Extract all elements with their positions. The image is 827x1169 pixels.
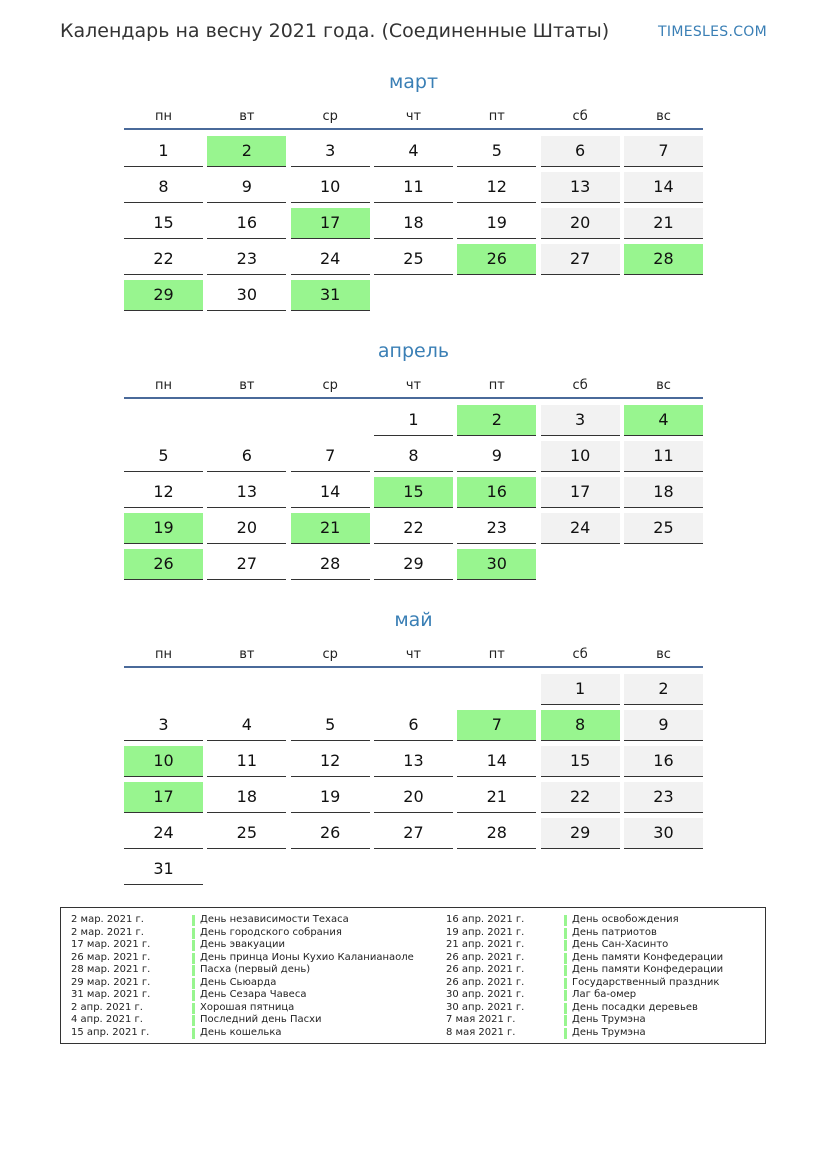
day-cell: 3	[124, 710, 203, 741]
day-cell: 11	[207, 746, 286, 777]
holiday-marker	[564, 990, 567, 1001]
day-cell: 28	[291, 549, 370, 580]
holiday-marker	[192, 990, 195, 1001]
day-cell: 23	[207, 244, 286, 275]
legend-column-right	[446, 914, 756, 1039]
holiday-marker	[564, 953, 567, 964]
day-cell: 20	[541, 208, 620, 239]
day-cell: 19	[457, 208, 536, 239]
weekday-label: ср	[322, 378, 338, 393]
holiday-date: 26 апр. 2021 г.	[446, 951, 525, 963]
holiday-name: Последний день Пасхи	[200, 1014, 322, 1025]
holiday-name: День посадки деревьев	[572, 1001, 698, 1013]
weekday-header	[124, 106, 703, 130]
holiday-date: 28 мар. 2021 г.	[71, 964, 151, 975]
weekday-label: сб	[572, 647, 588, 662]
holiday-name: День принца Ионы Кухио Каланианаоле	[200, 951, 414, 963]
day-cell: 13	[374, 746, 453, 777]
holiday-name: День Трумэна	[572, 1014, 646, 1025]
day-cell: 11	[374, 172, 453, 203]
day-cell: 16	[207, 208, 286, 239]
day-cell: 30	[624, 818, 703, 849]
weekday-header	[124, 375, 703, 399]
holiday-date: 26 апр. 2021 г.	[446, 964, 525, 975]
month-0	[124, 70, 703, 311]
day-cell: 30	[207, 280, 286, 311]
day-cell: 14	[291, 477, 370, 508]
legend-row	[71, 989, 431, 1002]
holiday-name: День Трумэна	[572, 1026, 646, 1038]
month-title: апрель	[377, 340, 450, 362]
day-cell: 4	[374, 136, 453, 167]
weekday-label: чт	[405, 378, 422, 393]
holiday-marker	[192, 953, 195, 964]
weekday-label: чт	[405, 109, 422, 124]
day-cell: 26	[291, 818, 370, 849]
day-cell: 10	[291, 172, 370, 203]
day-cell: 11	[624, 441, 703, 472]
day-cell: 3	[291, 136, 370, 167]
day-cell: 7	[457, 710, 536, 741]
day-cell: 27	[207, 549, 286, 580]
day-cell: 7	[624, 136, 703, 167]
day-grid	[124, 405, 703, 580]
legend-row	[71, 1002, 431, 1015]
day-cell: 7	[291, 441, 370, 472]
empty-cell	[291, 674, 370, 705]
day-cell: 8	[124, 172, 203, 203]
day-cell: 22	[541, 782, 620, 813]
day-cell: 2	[457, 405, 536, 436]
holiday-date: 31 мар. 2021 г.	[71, 989, 151, 1000]
day-cell: 9	[624, 710, 703, 741]
holiday-name: День памяти Конфедерации	[572, 964, 724, 975]
day-cell: 13	[207, 477, 286, 508]
holiday-date: 30 апр. 2021 г.	[446, 1001, 525, 1013]
day-cell: 25	[207, 818, 286, 849]
day-cell: 16	[457, 477, 536, 508]
weekday-label: вс	[656, 109, 671, 124]
holiday-date: 26 апр. 2021 г.	[446, 976, 525, 988]
empty-cell	[291, 405, 370, 436]
day-cell: 14	[457, 746, 536, 777]
day-cell: 23	[624, 782, 703, 813]
holiday-marker	[192, 1015, 195, 1026]
weekday-label: пт	[488, 378, 505, 393]
holiday-name: День освобождения	[572, 914, 679, 925]
day-grid	[124, 136, 703, 311]
day-cell: 28	[457, 818, 536, 849]
holiday-marker	[192, 965, 195, 976]
weekday-label: сб	[572, 378, 588, 393]
day-cell: 4	[624, 405, 703, 436]
weekday-label: пт	[488, 109, 505, 124]
day-cell: 21	[291, 513, 370, 544]
holiday-date: 2 мар. 2021 г.	[71, 926, 144, 938]
holiday-date: 29 мар. 2021 г.	[71, 976, 151, 988]
day-cell: 6	[541, 136, 620, 167]
holiday-date: 4 апр. 2021 г.	[71, 1014, 143, 1025]
holiday-marker	[192, 928, 195, 939]
holiday-marker	[564, 965, 567, 976]
weekday-label: вс	[656, 647, 671, 662]
day-cell: 1	[374, 405, 453, 436]
legend-row	[446, 952, 756, 965]
holiday-marker	[564, 978, 567, 989]
weekday-label: пн	[155, 378, 172, 393]
legend-row	[446, 914, 756, 927]
legend-row	[71, 1027, 431, 1040]
day-cell: 5	[124, 441, 203, 472]
holiday-date: 2 мар. 2021 г.	[71, 914, 144, 925]
holiday-name: День памяти Конфедерации	[572, 951, 724, 963]
holiday-name: День кошелька	[200, 1026, 282, 1038]
day-cell: 15	[374, 477, 453, 508]
day-cell: 2	[207, 136, 286, 167]
weekday-label: вт	[239, 109, 255, 124]
holiday-name: День Сан-Хасинто	[572, 939, 669, 950]
holiday-marker	[564, 940, 567, 951]
day-cell: 16	[624, 746, 703, 777]
day-cell: 5	[457, 136, 536, 167]
weekday-label: пт	[488, 647, 505, 662]
legend-row	[71, 939, 431, 952]
holiday-date: 19 апр. 2021 г.	[446, 926, 525, 938]
month-title: март	[388, 71, 439, 93]
day-cell: 9	[457, 441, 536, 472]
holiday-name: Лаг ба-омер	[572, 989, 637, 1000]
day-cell: 9	[207, 172, 286, 203]
page-title: Календарь на весну 2021 года. (Соединенные Штаты)	[60, 20, 610, 42]
month-title: май	[394, 609, 433, 631]
legend-row	[71, 977, 431, 990]
holiday-date: 15 апр. 2021 г.	[71, 1026, 150, 1038]
empty-cell	[124, 405, 203, 436]
holiday-date: 17 мар. 2021 г.	[71, 939, 151, 950]
legend-row	[446, 1027, 756, 1040]
day-cell: 25	[624, 513, 703, 544]
day-cell: 17	[541, 477, 620, 508]
empty-cell	[457, 674, 536, 705]
day-cell: 27	[374, 818, 453, 849]
day-cell: 29	[541, 818, 620, 849]
day-cell: 26	[124, 549, 203, 580]
weekday-label: пн	[155, 647, 172, 662]
weekday-label: ср	[322, 647, 338, 662]
legend-row	[446, 977, 756, 990]
day-cell: 24	[541, 513, 620, 544]
holiday-marker	[564, 1028, 567, 1039]
holiday-name: День городского собрания	[200, 926, 342, 938]
empty-cell	[207, 405, 286, 436]
day-cell: 1	[124, 136, 203, 167]
day-cell: 21	[624, 208, 703, 239]
month-2	[124, 608, 703, 885]
legend-row	[446, 1014, 756, 1027]
holiday-name: День патриотов	[572, 926, 657, 938]
weekday-header	[124, 644, 703, 668]
weekday-label: сб	[572, 109, 588, 124]
weekday-label: вт	[239, 647, 255, 662]
day-cell: 19	[291, 782, 370, 813]
day-cell: 12	[124, 477, 203, 508]
day-cell: 23	[457, 513, 536, 544]
holiday-date: 26 мар. 2021 г.	[71, 951, 151, 963]
holiday-marker	[564, 1003, 567, 1014]
day-cell: 21	[457, 782, 536, 813]
day-grid	[124, 674, 703, 885]
holiday-legend	[60, 907, 766, 1044]
day-cell: 5	[291, 710, 370, 741]
site-link[interactable]: TIMESLES.COM	[658, 24, 767, 40]
weekday-label: вт	[239, 378, 255, 393]
holiday-name: День Сезара Чавеса	[200, 989, 307, 1000]
holiday-date: 30 апр. 2021 г.	[446, 989, 525, 1000]
day-cell: 22	[374, 513, 453, 544]
day-cell: 1	[541, 674, 620, 705]
day-cell: 20	[374, 782, 453, 813]
day-cell: 17	[124, 782, 203, 813]
weekday-label: чт	[405, 647, 422, 662]
day-cell: 22	[124, 244, 203, 275]
day-cell: 10	[124, 746, 203, 777]
holiday-name: Государственный праздник	[572, 976, 720, 988]
day-cell: 15	[124, 208, 203, 239]
legend-row	[71, 927, 431, 940]
day-cell: 26	[457, 244, 536, 275]
empty-cell	[124, 674, 203, 705]
day-cell: 18	[207, 782, 286, 813]
day-cell: 20	[207, 513, 286, 544]
legend-row	[71, 1014, 431, 1027]
day-cell: 17	[291, 208, 370, 239]
legend-row	[71, 964, 431, 977]
holiday-name: День независимости Техаса	[200, 914, 349, 925]
day-cell: 12	[291, 746, 370, 777]
day-cell: 15	[541, 746, 620, 777]
day-cell: 8	[541, 710, 620, 741]
day-cell: 6	[374, 710, 453, 741]
weekday-label: пн	[155, 109, 172, 124]
day-cell: 13	[541, 172, 620, 203]
day-cell: 31	[291, 280, 370, 311]
day-cell: 29	[374, 549, 453, 580]
day-cell: 30	[457, 549, 536, 580]
day-cell: 24	[291, 244, 370, 275]
day-cell: 8	[374, 441, 453, 472]
day-cell: 4	[207, 710, 286, 741]
day-cell: 28	[624, 244, 703, 275]
holiday-marker	[192, 978, 195, 989]
day-cell: 12	[457, 172, 536, 203]
holiday-date: 21 апр. 2021 г.	[446, 939, 525, 950]
month-1	[124, 339, 703, 580]
holiday-marker	[564, 1015, 567, 1026]
holiday-name: Хорошая пятница	[200, 1001, 295, 1013]
legend-column-left	[71, 914, 431, 1039]
legend-row	[446, 1002, 756, 1015]
empty-cell	[207, 674, 286, 705]
weekday-label: ср	[322, 109, 338, 124]
day-cell: 18	[374, 208, 453, 239]
holiday-marker	[192, 1028, 195, 1039]
day-cell: 24	[124, 818, 203, 849]
holiday-date: 16 апр. 2021 г.	[446, 914, 525, 925]
holiday-name: День Сьюарда	[200, 976, 277, 988]
legend-row	[446, 939, 756, 952]
day-cell: 3	[541, 405, 620, 436]
holiday-marker	[564, 928, 567, 939]
day-cell: 31	[124, 854, 203, 885]
legend-row	[71, 952, 431, 965]
weekday-label: вс	[656, 378, 671, 393]
day-cell: 27	[541, 244, 620, 275]
holiday-marker	[564, 915, 567, 926]
holiday-marker	[192, 915, 195, 926]
day-cell: 14	[624, 172, 703, 203]
day-cell: 25	[374, 244, 453, 275]
legend-row	[446, 989, 756, 1002]
day-cell: 6	[207, 441, 286, 472]
holiday-name: День эвакуации	[200, 939, 285, 950]
day-cell: 18	[624, 477, 703, 508]
holiday-date: 8 мая 2021 г.	[446, 1026, 516, 1038]
day-cell: 2	[624, 674, 703, 705]
day-cell: 10	[541, 441, 620, 472]
holiday-date: 7 мая 2021 г.	[446, 1014, 516, 1025]
legend-row	[71, 914, 431, 927]
legend-row	[446, 927, 756, 940]
day-cell: 29	[124, 280, 203, 311]
holiday-marker	[192, 940, 195, 951]
empty-cell	[374, 674, 453, 705]
holiday-date: 2 апр. 2021 г.	[71, 1001, 143, 1013]
legend-row	[446, 964, 756, 977]
day-cell: 19	[124, 513, 203, 544]
holiday-name: Пасха (первый день)	[200, 964, 311, 975]
holiday-marker	[192, 1003, 195, 1014]
